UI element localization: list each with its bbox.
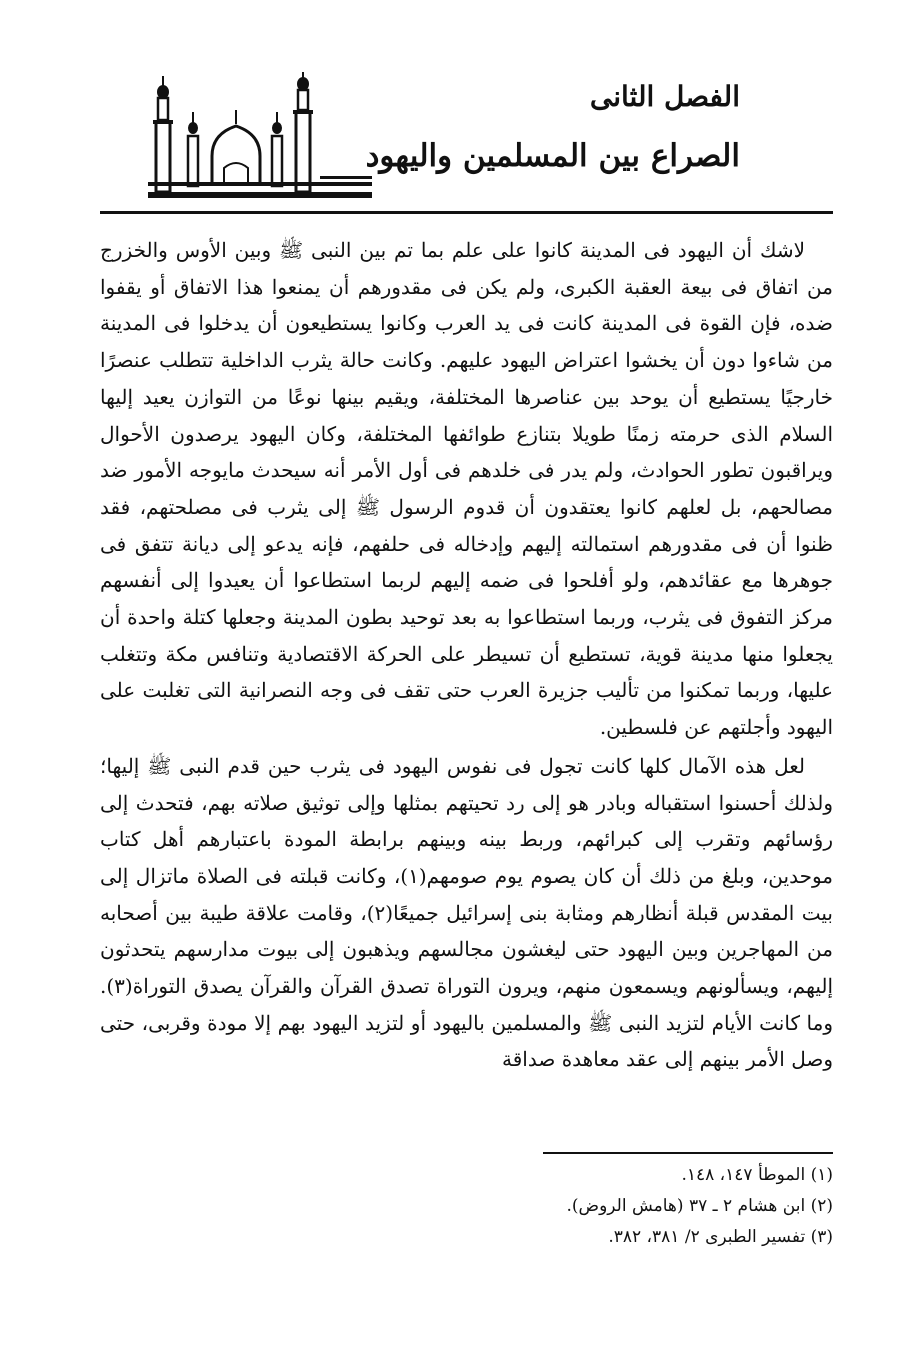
chapter-header	[100, 60, 835, 210]
footnote: (٢) ابن هشام ٢ ـ ٣٧ (هامش الروض).	[566, 1196, 833, 1216]
chapter-number: الفصل الثانى	[589, 80, 740, 113]
chapter-title: الصراع بين المسلمين واليهود	[365, 138, 740, 174]
footnote: (١) الموطأ ١٤٧، ١٤٨.	[681, 1165, 833, 1185]
footnotes	[300, 1160, 833, 1253]
footnote-divider	[543, 1152, 833, 1154]
mosque-ornament-icon	[140, 72, 380, 200]
paragraph: لعل هذه الآمال كلها كانت تجول فى نفوس اليهود فى يثرب حين قدم النبى ﷺ إليها؛ ولذلك أحسنوا استقباله وبادر هو إلى رد تحيتهم بمثلها وإلى توثيق صلاته بهم، فتحدث إلى رؤسائهم وتقرب إلى كبرائهم، وربط بينه وبينهم برابطة المودة باعتبارهم أهل كتاب موحدين، وبلغ من ذلك أن كان يصوم يوم صومهم(١)، وكانت قبلته فى الصلاة ماتزال إلى بيت المقدس قبلة أنظارهم ومثابة بنى إسرائيل جميعًا(٢)، وقامت علاقة طيبة بين أصحابه من المهاجرين وبين اليهود حتى ليغشون مجالسهم ويذهبون إلى بيوت مدارسهم يتحدثون إليهم، ويسألونهم ويسمعون منهم، ويرون التوراة تصدق القرآن والقرآن يصدق التوراة(٣). وما كانت الأيام لتزيد النبى ﷺ والمسلمين باليهود أو لتزيد اليهود بهم إلا مودة وقربى، حتى وصل الأمر بينهم إلى عقد معاهدة صداقة	[100, 753, 833, 1072]
paragraph: لاشك أن اليهود فى المدينة كانوا على علم بما تم بين النبى ﷺ وبين الأوس والخزرج من اتفاق فى بيعة العقبة الكبرى، ولم يكن فى مقدورهم أن يمنعوا هذا الاتفاق أو يقفوا ضده، فإن القوة فى المدينة كانت فى يد العرب وكانوا يستطيعون أن يدخلوا فى المدينة من شاءوا دون أن يخشوا اعتراض اليهود عليهم. وكانت حالة يثرب الداخلية تتطلب عنصرًا خارجيًا يستطيع أن يوحد بين عناصرها المختلفة، ويقيم بينها نوعًا من التوازن يعيد إليها السلام الذى حرمته زمنًا طويلا بتنازع طوائفها المختلفة، وكان اليهود يرصدون الأحوال ويراقبون تطور الحوادث، ولم يدر فى خلدهم فى أول الأمر أنه سيحدث مايوجه الأمور ضد مصالحهم، بل لعلهم كانوا يعتقدون أن قدوم الرسول ﷺ إلى يثرب فى مصلحتهم، فقد ظنوا أن فى مقدورهم استمالته إليهم وإدخاله فى حلفهم، فإنه يدعو إلى ديانة تتفق فى جوهرها مع عقائدهم، ولو أفلحوا فى ضمه إليهم لربما استطاعوا أن يعيدوا إلى أنفسهم مركز التفوق فى يثرب، وربما استطاعوا به بعد توحيد بطون المدينة وجعلها كتلة واحدة أن يجعلوا منها مدينة قوية، تستطيع أن تسيطر على الحركة الاقتصادية وتنافس مكة وتتغلب عليها، وربما تمكنوا من تأليب جزيرة العرب حتى تقف فى وجه النصرانية التى تغلبت على اليهود وأجلتهم عن فلسطين.	[100, 238, 834, 740]
body-text	[100, 232, 833, 1078]
footnote: (٣) تفسير الطبرى ٢/ ٣٨١، ٣٨٢.	[608, 1227, 833, 1247]
header-divider	[100, 211, 833, 214]
